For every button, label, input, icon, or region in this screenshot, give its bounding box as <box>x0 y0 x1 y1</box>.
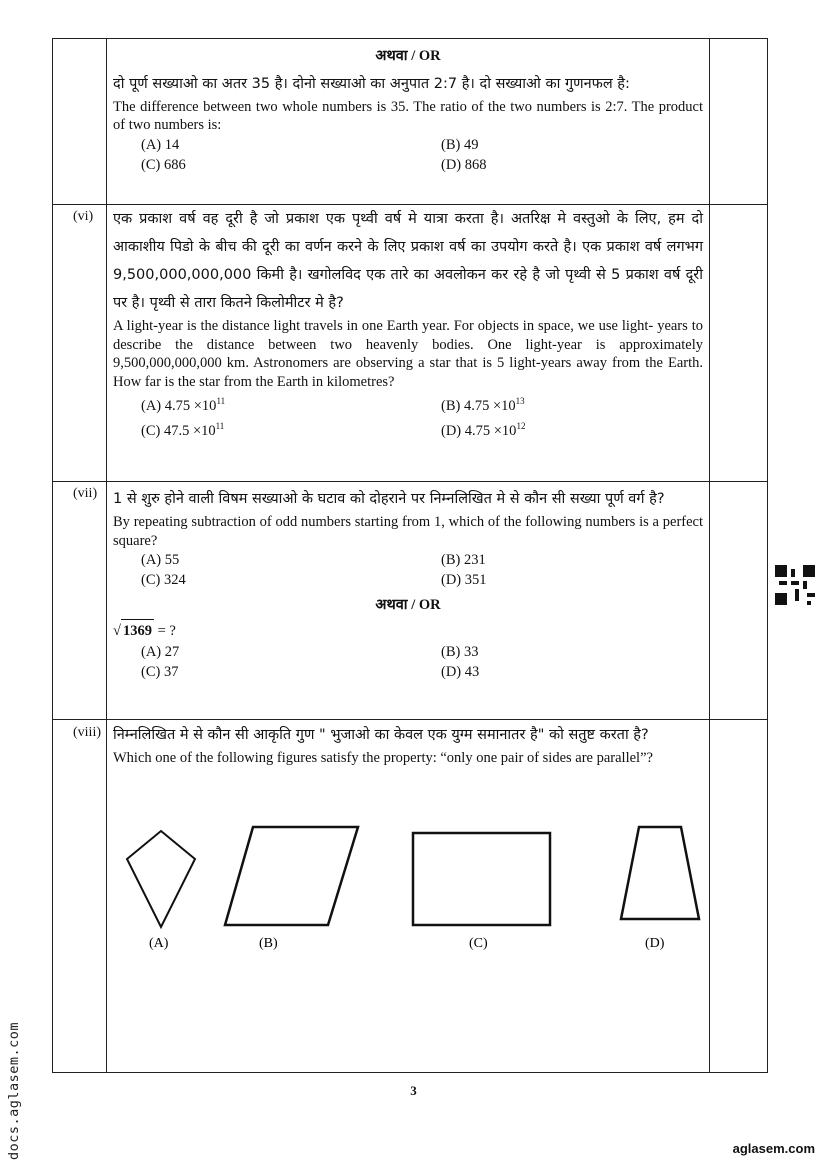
option-d: (D) 868 <box>441 156 487 173</box>
or-english: / OR <box>407 48 441 64</box>
options <box>113 391 703 441</box>
label-a: (A) <box>149 936 169 951</box>
qr-code-icon <box>775 565 815 605</box>
column-divider <box>106 39 107 1072</box>
row-divider <box>53 719 767 720</box>
question-number: (vi) <box>73 209 94 224</box>
radicand: 1369 <box>121 619 154 642</box>
option-a: (A) $4.75 \times 10^{11}$ <box>141 396 226 415</box>
question-hindi: 1 से शुरु होने वाली विषम सख्याओ के घटाव को दोहराने पर निम्नलिखित मे से कौन सी सख्या पूर्ण वर्ग है? <box>113 491 665 507</box>
option-c: (C) 37 <box>141 663 179 680</box>
or-hindi: अथवा <box>375 48 408 64</box>
option-b: (B) $4.75 \times 10^{13}$ <box>441 396 525 415</box>
brand-link[interactable]: aglasem.com <box>732 1141 815 1156</box>
question-6 <box>113 205 703 441</box>
alt-options <box>113 642 703 682</box>
option-d: (D) 43 <box>441 663 480 680</box>
question-8 <box>113 721 703 768</box>
question-english: The difference between two whole numbers is 35. The ratio of the two numbers is 2:7. The product of two numbers is: <box>113 98 703 134</box>
page-number: 3 <box>410 1083 417 1098</box>
option-d: (D) $4.75 \times 10^{12}$ <box>441 421 526 439</box>
question-english: A light-year is the distance light travels in one Earth year. For objects in space, we use light- years to describe the distance between two heavenly bodies. One light-year is approximately 9,500,000,000,000 km. Astronomers are observing a star that is 5 light-years away from the Earth. How far is the star from the Earth in kilometres? <box>113 318 703 390</box>
option-c: (C) $47.5 \times 10^{11}$ <box>141 421 225 439</box>
option-d: (D) 351 <box>441 572 487 589</box>
figure-c-rectangle <box>413 833 550 925</box>
option-b: (B) 33 <box>441 643 479 660</box>
question-hindi: निम्नलिखित मे से कौन सी आकृति गुण " भुजाओ का केवल एक युग्म समानातर है" को सतुष्ट करता है? <box>113 727 649 743</box>
label-b: (B) <box>259 936 278 951</box>
figures <box>113 819 703 959</box>
side-watermark: docs.aglasem.com <box>6 1021 22 1160</box>
options <box>113 135 703 175</box>
label-d: (D) <box>645 936 665 951</box>
question-7 <box>113 485 703 682</box>
option-b: (B) 231 <box>441 552 486 569</box>
row-divider <box>53 481 767 482</box>
option-a: (A) 55 <box>141 552 180 569</box>
option-c: (C) 324 <box>141 572 186 589</box>
question-table <box>52 38 768 1073</box>
question-number: (vii) <box>73 486 98 501</box>
sqrt-question: √ 1369 = ? <box>113 619 703 642</box>
question-hindi: एक प्रकाश वर्ष वह दूरी है जो प्रकाश एक पृथ्वी वर्ष मे यात्रा करता है। अतरिक्ष मे वस्तुओ के लिए, हम दो आकाशीय पिडो के बीच की दूरी का वर्णन करने के लिए प्रकाश वर्ष का उपयोग करते है। एक प्रकाश वर्ष लगभग 9,500,000,000,000 किमी है। खगोलविद एक तारे का अवलोकन कर रहे है जो पृथ्वी से 5 प्रकाश वर्ष दूरी पर है। पृथ्वी से तारा कितने किलोमीटर मे है? <box>113 211 703 311</box>
option-a: (A) 14 <box>141 136 180 153</box>
option-a: (A) 27 <box>141 643 180 660</box>
option-c: (C) 686 <box>141 156 186 173</box>
or-heading <box>113 47 703 66</box>
label-c: (C) <box>469 936 488 951</box>
figure-b-parallelogram <box>225 827 358 925</box>
question-english: Which one of the following figures satisfy the property: “only one pair of sides are parallel”? <box>113 750 653 766</box>
question-hindi: दो पूर्ण सख्याओ का अतर 35 है। दोनो सख्याओ का अनुपात 2:7 है। दो सख्याओ का गुणनफल है: <box>113 75 630 92</box>
or-heading <box>113 596 703 615</box>
question-5-or <box>113 45 703 175</box>
or-english: / OR <box>407 597 441 614</box>
option-b: (B) 49 <box>441 136 479 153</box>
figure-a-kite <box>127 831 195 927</box>
figure-d-trapezium <box>621 827 699 919</box>
options <box>113 550 703 590</box>
question-english: By repeating subtraction of odd numbers starting from 1, which of the following numbers is a perfect square? <box>113 514 703 549</box>
question-number: (viii) <box>73 725 101 740</box>
or-hindi: अथवा <box>375 597 408 614</box>
